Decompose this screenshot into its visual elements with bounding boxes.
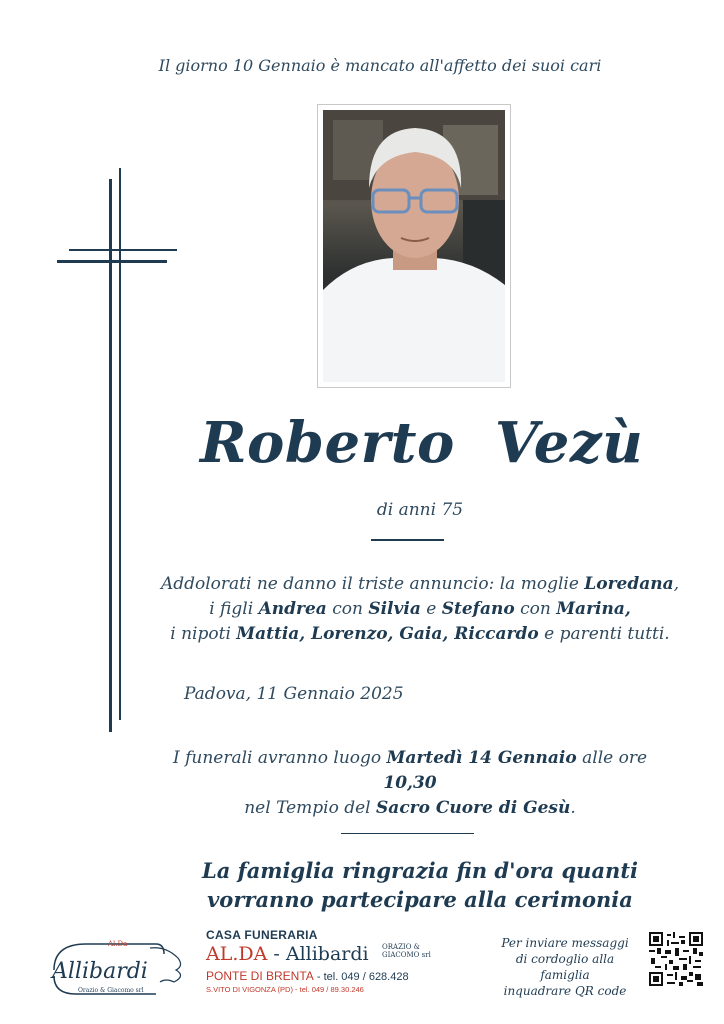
divider-rule-bottom <box>341 833 474 834</box>
announcement-line-2: i figli Andrea con Silvia e Stefano con Marina, <box>209 599 631 619</box>
portrait-photo <box>323 110 505 382</box>
company-heading: CASA FUNERARIA <box>206 928 318 942</box>
divider-rule <box>371 539 444 541</box>
dove-icon <box>150 948 181 982</box>
logo-name: Allibardi <box>52 959 148 984</box>
thanks-line-2: vorranno partecipare alla cerimonia <box>207 887 633 912</box>
place-date: Padova, 11 Gennaio 2025 <box>184 684 404 704</box>
cross-horizontal-bar-thin <box>69 249 177 251</box>
thanks-message <box>170 856 670 914</box>
qr-instructions: Per inviare messaggi di cordoglio alla famiglia inquadrare QR code <box>501 936 629 998</box>
qr-code[interactable] <box>649 932 703 986</box>
branch-s-vito: S.VITO DI VIGONZA (PD) - tel. 049 / 89.30.246 <box>206 985 364 994</box>
funeral-home-logo <box>46 936 196 998</box>
logo-bottom-text: Orazio & Giacomo srl <box>78 987 144 994</box>
cross-horizontal-bar <box>57 260 167 263</box>
company-owners: ORAZIO & GIACOMO srl <box>382 943 431 959</box>
funeral-line-2: nel Tempio del Sacro Cuore di Gesù. <box>244 798 576 818</box>
announcement-text <box>150 572 690 647</box>
intro-text: Il giorno 10 Gennaio è mancato all'affetto dei suoi cari <box>158 56 602 75</box>
age-text: di anni 75 <box>376 500 464 520</box>
funeral-details <box>150 746 670 821</box>
funeral-line-1: I funerali avranno luogo Martedì 14 Gennaio alle ore 10,30 <box>172 748 648 793</box>
announcement-line-1: Addolorati ne danno il triste annuncio: la moglie Loredana, <box>160 574 680 594</box>
branch-ponte-di-brenta: PONTE DI BRENTA - tel. 049 / 628.428 <box>206 969 409 983</box>
portrait-frame <box>317 104 511 388</box>
company-info <box>206 928 476 994</box>
deceased-name: Roberto Vezù <box>200 410 644 476</box>
logo-top-text: Al.Da <box>108 940 128 948</box>
company-brand: AL.DA - Allibardi ORAZIO & GIACOMO srl <box>206 943 431 965</box>
announcement-line-3: i nipoti Mattia, Lorenzo, Gaia, Riccardo e parenti tutti. <box>170 624 670 644</box>
thanks-line-1: La famiglia ringrazia fin d'ora quanti <box>201 858 639 883</box>
